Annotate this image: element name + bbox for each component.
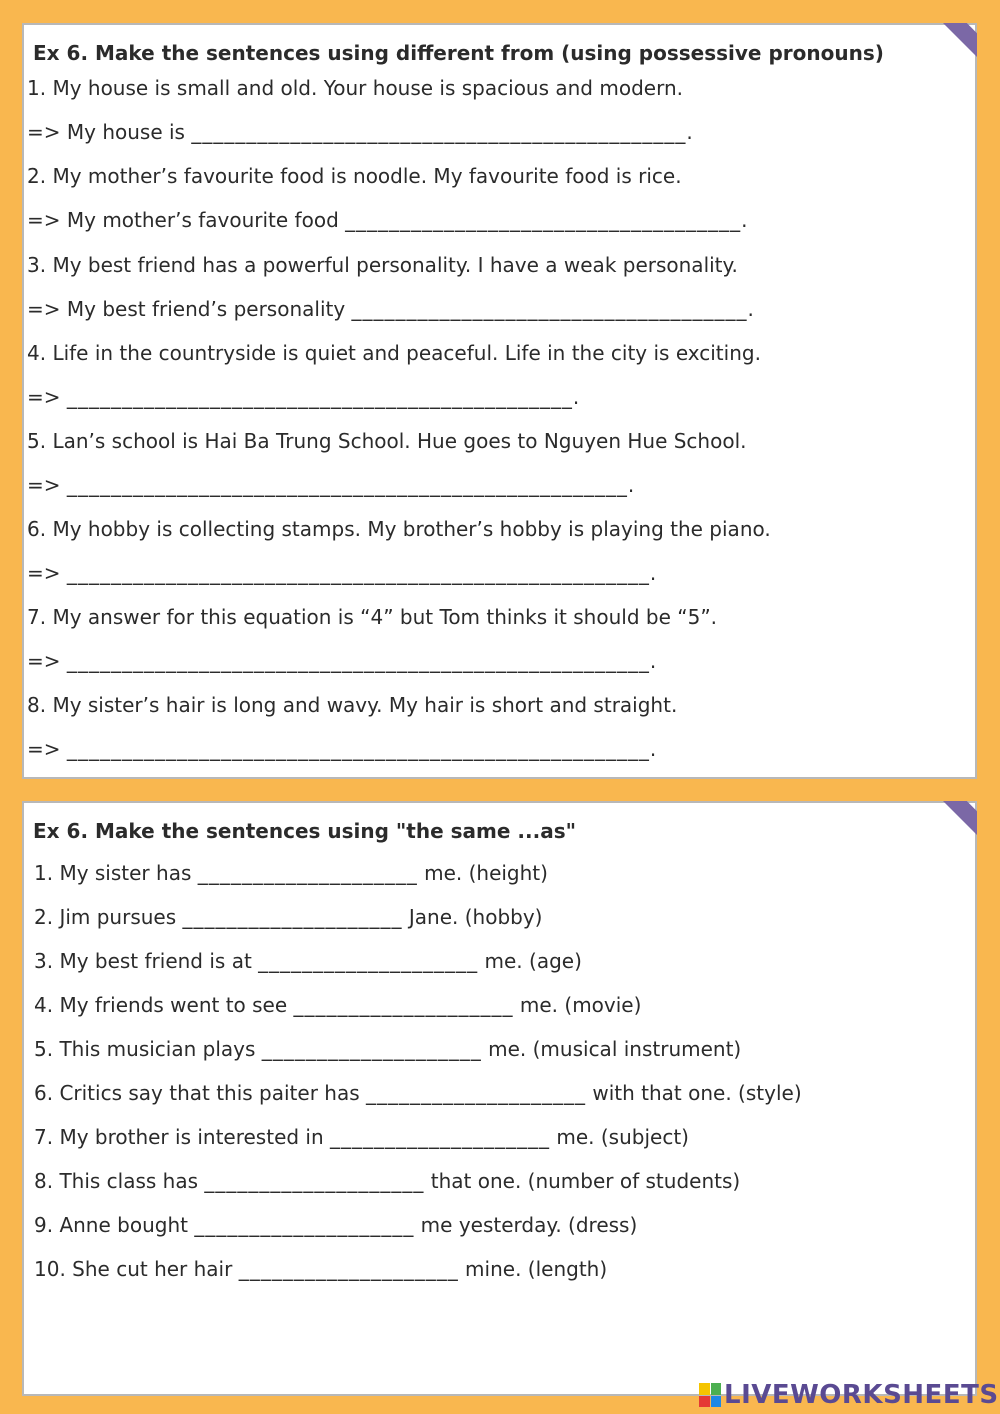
- item-before: 5. This musician plays: [34, 1037, 262, 1061]
- item-before: 9. Anne bought: [34, 1213, 195, 1237]
- item-blank-6[interactable]: ____________________: [366, 1081, 586, 1105]
- item-before: 1. My sister has: [34, 861, 198, 885]
- ex1-answer-4: [27, 385, 579, 409]
- answer-prefix: =>: [27, 737, 67, 761]
- ex1-prompt-5: 5. Lan’s school is Hai Ba Trung School. Hue goes to Nguyen Hue School.: [27, 429, 747, 453]
- ex1-prompt-4: 4. Life in the countryside is quiet and peaceful. Life in the city is exciting.: [27, 341, 761, 365]
- ex2-item-6: [34, 1081, 802, 1105]
- item-before: 3. My best friend is at: [34, 949, 259, 973]
- logo-text: LIVEWORKSHEETS: [724, 1380, 999, 1410]
- liveworksheets-logo[interactable]: [699, 1380, 999, 1410]
- ex1-answer-3: [27, 297, 754, 321]
- answer-prefix: => My best friend’s personality: [27, 297, 352, 321]
- item-before: 7. My brother is interested in: [34, 1125, 331, 1149]
- answer-end: .: [649, 561, 657, 585]
- answer-blank-1[interactable]: _____________________________________________: [191, 120, 687, 144]
- ex1-prompt-1: 1. My house is small and old. Your house is spacious and modern.: [27, 76, 683, 100]
- exercise1-card: [22, 23, 977, 779]
- ex1-answer-7: [27, 649, 656, 673]
- item-blank-2[interactable]: ____________________: [182, 905, 403, 929]
- item-before: 6. Critics say that this paiter has: [34, 1081, 366, 1105]
- item-blank-9[interactable]: ____________________: [194, 1213, 415, 1237]
- item-blank-4[interactable]: ____________________: [293, 993, 514, 1017]
- page-fold-icon: [943, 23, 977, 57]
- answer-end: .: [627, 473, 635, 497]
- ex1-prompt-7: 7. My answer for this equation is “4” but Tom thinks it should be “5”.: [27, 605, 718, 629]
- item-after: that one. (number of students): [424, 1169, 741, 1193]
- logo-mark-icon: [699, 1383, 721, 1407]
- ex2-item-8: [34, 1169, 740, 1193]
- item-after: me. (age): [478, 949, 582, 973]
- ex2-item-9: [34, 1213, 637, 1237]
- ex2-item-3: [34, 949, 582, 973]
- ex2-item-10: [34, 1257, 607, 1281]
- item-after: me. (movie): [513, 993, 642, 1017]
- ex2-item-5: [34, 1037, 741, 1061]
- item-blank-3[interactable]: ____________________: [258, 949, 479, 973]
- answer-end: .: [741, 208, 748, 232]
- item-blank-5[interactable]: ____________________: [261, 1037, 482, 1061]
- ex1-prompt-8: 8. My sister’s hair is long and wavy. My hair is short and straight.: [27, 693, 678, 717]
- item-after: mine. (length): [458, 1257, 608, 1281]
- item-before: 4. My friends went to see: [34, 993, 294, 1017]
- item-after: Jane. (hobby): [402, 905, 543, 929]
- answer-blank-5[interactable]: ___________________________________________________: [66, 473, 628, 497]
- item-after: me. (musical instrument): [481, 1037, 742, 1061]
- answer-prefix: =>: [27, 561, 67, 585]
- exercise1-title: Ex 6. Make the sentences using different from (using possessive pronouns): [33, 41, 884, 65]
- ex2-item-7: [34, 1125, 689, 1149]
- ex2-item-2: [34, 905, 542, 929]
- item-blank-1[interactable]: ____________________: [197, 861, 418, 885]
- page-fold-icon: [943, 801, 977, 835]
- answer-prefix: =>: [27, 473, 67, 497]
- item-after: me. (subject): [550, 1125, 689, 1149]
- answer-prefix: => My house is: [27, 120, 192, 144]
- item-after: me. (height): [417, 861, 548, 885]
- ex2-item-4: [34, 993, 641, 1017]
- answer-blank-4[interactable]: ______________________________________________: [66, 385, 573, 409]
- item-after: with that one. (style): [586, 1081, 802, 1105]
- item-before: 10. She cut her hair: [34, 1257, 239, 1281]
- item-blank-8[interactable]: ____________________: [204, 1169, 425, 1193]
- answer-blank-3[interactable]: ____________________________________: [351, 297, 748, 321]
- answer-end: .: [686, 120, 693, 144]
- ex1-answer-8: [27, 737, 656, 761]
- answer-end: .: [572, 385, 580, 409]
- answer-prefix: => My mother’s favourite food: [27, 208, 346, 232]
- ex1-answer-1: [27, 120, 693, 144]
- ex1-prompt-3: 3. My best friend has a powerful personality. I have a weak personality.: [27, 253, 738, 277]
- answer-end: .: [649, 649, 657, 673]
- answer-blank-2[interactable]: ____________________________________: [345, 208, 742, 232]
- item-before: 8. This class has: [34, 1169, 205, 1193]
- ex1-answer-5: [27, 473, 634, 497]
- ex1-prompt-6: 6. My hobby is collecting stamps. My brother’s hobby is playing the piano.: [27, 517, 771, 541]
- item-blank-10[interactable]: ____________________: [238, 1257, 459, 1281]
- item-before: 2. Jim pursues: [34, 905, 183, 929]
- answer-end: .: [747, 297, 754, 321]
- item-after: me yesterday. (dress): [414, 1213, 638, 1237]
- ex1-answer-6: [27, 561, 656, 585]
- item-blank-7[interactable]: ____________________: [330, 1125, 551, 1149]
- exercise2-card: [22, 801, 977, 1396]
- answer-prefix: =>: [27, 385, 67, 409]
- answer-blank-8[interactable]: _____________________________________________________: [66, 737, 650, 761]
- answer-end: .: [649, 737, 657, 761]
- ex1-prompt-2: 2. My mother’s favourite food is noodle. My favourite food is rice.: [27, 164, 682, 188]
- exercise2-title: Ex 6. Make the sentences using "the same ...as": [33, 819, 577, 843]
- ex1-answer-2: [27, 208, 747, 232]
- answer-prefix: =>: [27, 649, 67, 673]
- answer-blank-6[interactable]: _____________________________________________________: [66, 561, 650, 585]
- answer-blank-7[interactable]: _____________________________________________________: [66, 649, 650, 673]
- ex2-item-1: [34, 861, 548, 885]
